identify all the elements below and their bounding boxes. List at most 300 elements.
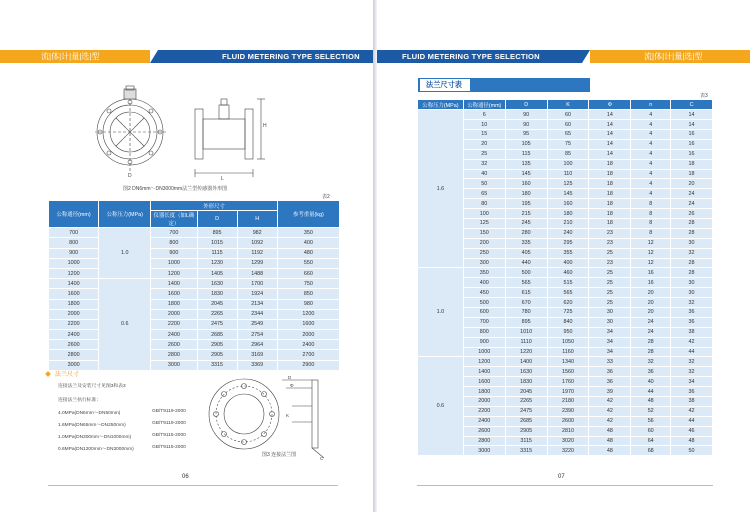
cell-value: 135 — [505, 159, 547, 169]
cell-value: 180 — [505, 189, 547, 199]
cell-value: 23 — [589, 238, 631, 248]
cell-diameter: 150 — [463, 228, 505, 238]
cell-value: 2549 — [237, 319, 277, 329]
standard-range: 4.0MPa(DN6mm～DN50mm) — [58, 411, 121, 416]
cell-value: 36 — [671, 387, 713, 397]
cell-value: 16 — [671, 129, 713, 139]
th3-pressure: 公称压力(MPa) — [418, 100, 464, 110]
th3-k: K — [547, 100, 589, 110]
cell-value: 2685 — [505, 416, 547, 426]
cell-value: 3000 — [151, 360, 197, 370]
cell-diameter: 900 — [49, 248, 99, 258]
flange-section-title: 法兰尺寸 — [55, 372, 80, 378]
cell-value: 160 — [505, 179, 547, 189]
cell-diameter: 32 — [463, 159, 505, 169]
cell-value: 36 — [589, 377, 631, 387]
flange-ring-outer — [209, 379, 279, 449]
left-footer-line — [48, 485, 338, 486]
standard-code: GB/T9119-2000 — [152, 409, 186, 414]
cell-value: 1600 — [277, 319, 339, 329]
cell-diameter: 800 — [463, 327, 505, 337]
cell-value: 4 — [631, 110, 671, 120]
cell-value: 2265 — [197, 309, 237, 319]
cell-value: 28 — [671, 268, 713, 278]
cell-value: 90 — [505, 120, 547, 130]
cell-value: 2400 — [277, 340, 339, 350]
cell-value: 460 — [547, 268, 589, 278]
cell-value: 44 — [671, 347, 713, 357]
cell-diameter: 10 — [463, 120, 505, 130]
cell-value: 895 — [505, 317, 547, 327]
cell-value: 750 — [277, 279, 339, 289]
cell-value: 1560 — [547, 367, 589, 377]
table3-label: 表3 — [700, 93, 708, 99]
cell-diameter: 1800 — [49, 299, 99, 309]
th-length: 仪器长度（如L确定） — [151, 211, 197, 228]
cell-value: 1000 — [151, 258, 197, 268]
cell-value: 28 — [631, 347, 671, 357]
cell-value: 8 — [631, 228, 671, 238]
cell-value: 42 — [589, 416, 631, 426]
cell-value: 2964 — [237, 340, 277, 350]
cell-value: 32 — [671, 298, 713, 308]
cell-value: 400 — [277, 238, 339, 248]
cell-value: 44 — [631, 387, 671, 397]
flange-dimension-table — [417, 99, 713, 456]
table-row — [49, 289, 340, 299]
cell-diameter: 125 — [463, 218, 505, 228]
cell-value: 24 — [631, 317, 671, 327]
figure2-caption: 图2 DN6mm～DN3000mm法兰型传感器外形图 — [123, 186, 228, 192]
th3-c: C — [671, 100, 713, 110]
cell-value: 39 — [589, 387, 631, 397]
cell-diameter: 15 — [463, 129, 505, 139]
cell-value: 780 — [505, 308, 547, 318]
cell-diameter: 700 — [49, 228, 99, 238]
cell-diameter: 2600 — [49, 340, 99, 350]
cell-value: 28 — [671, 258, 713, 268]
cell-value: 982 — [237, 228, 277, 238]
cell-value: 30 — [671, 238, 713, 248]
table-row — [418, 357, 713, 367]
cell-value: 40 — [631, 377, 671, 387]
cell-value: 480 — [277, 248, 339, 258]
cell-value: 145 — [505, 169, 547, 179]
cell-value: 2810 — [547, 426, 589, 436]
th-nominal-pressure: 公称压力(MPa) — [99, 201, 151, 228]
cell-value: 30 — [589, 317, 631, 327]
dim-label-d: D — [128, 173, 132, 179]
cell-diameter: 300 — [463, 258, 505, 268]
cell-value: 1110 — [505, 337, 547, 347]
cell-diameter: 1800 — [463, 387, 505, 397]
cell-value: 1010 — [505, 327, 547, 337]
cell-value: 2700 — [277, 350, 339, 360]
cell-value: 1200 — [277, 309, 339, 319]
cell-diameter: 900 — [463, 337, 505, 347]
left-header-en-title: FLUID METERING TYPE SELECTION — [222, 52, 360, 61]
cell-value: 26 — [671, 209, 713, 219]
cell-value: 550 — [277, 258, 339, 268]
cell-diameter: 2600 — [463, 426, 505, 436]
cell-value: 1220 — [505, 347, 547, 357]
sensor-dimension-table — [48, 200, 340, 371]
cell-value: 335 — [505, 238, 547, 248]
cell-value: 28 — [631, 337, 671, 347]
table-row — [418, 268, 713, 278]
cell-diameter: 1600 — [463, 377, 505, 387]
cell-value: 25 — [589, 288, 631, 298]
cell-value: 980 — [277, 299, 339, 309]
cell-diameter: 450 — [463, 288, 505, 298]
cell-value: 20 — [671, 179, 713, 189]
flange-note-1: 连接法兰及安装尺寸见图3和表3 — [58, 384, 126, 389]
cell-value: 36 — [671, 317, 713, 327]
cell-value: 160 — [547, 199, 589, 209]
cell-value: 38 — [671, 397, 713, 407]
table-row — [49, 238, 340, 248]
cell-value: 65 — [547, 129, 589, 139]
table-row — [49, 350, 340, 360]
cell-value: 950 — [547, 327, 589, 337]
cell-value: 44 — [671, 416, 713, 426]
cell-value: 4 — [631, 169, 671, 179]
cell-value: 850 — [277, 289, 339, 299]
cell-value: 14 — [589, 139, 631, 149]
table-row — [49, 340, 340, 350]
cell-value: 2905 — [197, 350, 237, 360]
cell-value: 215 — [505, 209, 547, 219]
cell-value: 42 — [589, 406, 631, 416]
cell-value: 38 — [671, 327, 713, 337]
cell-value: 14 — [589, 110, 631, 120]
cell-diameter: 350 — [463, 268, 505, 278]
left-header-cn-title: 流|体|计|量|选|型 — [41, 52, 100, 61]
cell-value: 46 — [671, 426, 713, 436]
cell-value: 24 — [631, 327, 671, 337]
cell-value: 18 — [671, 169, 713, 179]
cell-value: 42 — [589, 397, 631, 407]
cell-value: 18 — [589, 169, 631, 179]
cell-value: 4 — [631, 120, 671, 130]
cell-value: 4 — [631, 139, 671, 149]
cell-value: 2180 — [547, 397, 589, 407]
cell-value: 23 — [589, 258, 631, 268]
cell-value: 3169 — [237, 350, 277, 360]
cell-diameter: 2400 — [463, 416, 505, 426]
cell-value: 18 — [671, 159, 713, 169]
cell-value: 24 — [671, 189, 713, 199]
cell-value: 1830 — [197, 289, 237, 299]
cell-value: 18 — [589, 218, 631, 228]
flange-table-title: 法兰尺寸表 — [420, 79, 470, 91]
cell-value: 8 — [631, 199, 671, 209]
cell-pressure-group: 0.6 — [418, 357, 464, 456]
cell-value: 1092 — [237, 238, 277, 248]
flange-label-d: D — [288, 375, 292, 380]
cell-value: 4 — [631, 129, 671, 139]
cell-value: 3369 — [237, 360, 277, 370]
cell-value: 33 — [589, 357, 631, 367]
cell-value: 1488 — [237, 268, 277, 278]
cell-value: 36 — [631, 367, 671, 377]
cell-diameter: 40 — [463, 169, 505, 179]
cell-pressure-group: 1.0 — [418, 268, 464, 357]
cell-value: 23 — [589, 228, 631, 238]
cell-value: 2475 — [197, 319, 237, 329]
cell-diameter: 1200 — [463, 357, 505, 367]
cell-value: 25 — [589, 268, 631, 278]
cell-value: 3220 — [547, 446, 589, 456]
dim-label-l: L — [221, 176, 224, 182]
section-bullet-icon — [45, 371, 51, 377]
cell-value: 30 — [671, 288, 713, 298]
cell-value: 145 — [547, 189, 589, 199]
cell-value: 48 — [589, 436, 631, 446]
cell-value: 32 — [671, 357, 713, 367]
cell-pressure-group: 1.6 — [418, 110, 464, 268]
cell-value: 350 — [277, 228, 339, 238]
cell-value: 4 — [631, 149, 671, 159]
cell-value: 8 — [631, 218, 671, 228]
cell-value: 18 — [589, 199, 631, 209]
cell-value: 48 — [631, 397, 671, 407]
cell-value: 18 — [589, 159, 631, 169]
cell-pressure-group: 0.6 — [99, 279, 151, 371]
cell-diameter: 200 — [463, 238, 505, 248]
cell-value: 1970 — [547, 387, 589, 397]
cell-diameter: 600 — [463, 308, 505, 318]
cell-diameter: 700 — [463, 317, 505, 327]
cell-diameter: 2000 — [49, 309, 99, 319]
table-row — [49, 248, 340, 258]
cell-diameter: 2400 — [49, 330, 99, 340]
th3-d: D — [505, 100, 547, 110]
cell-value: 14 — [589, 129, 631, 139]
cell-value: 115 — [505, 149, 547, 159]
cell-value: 60 — [547, 120, 589, 130]
connection-flange-drawing — [200, 372, 330, 462]
cell-value: 12 — [631, 238, 671, 248]
cell-value: 1400 — [151, 279, 197, 289]
cell-diameter: 3000 — [463, 446, 505, 456]
cell-value: 400 — [547, 258, 589, 268]
th3-n: n — [631, 100, 671, 110]
cell-value: 85 — [547, 149, 589, 159]
cell-diameter: 2200 — [49, 319, 99, 329]
cell-value: 14 — [671, 110, 713, 120]
cell-diameter: 1000 — [49, 258, 99, 268]
right-footer-line — [417, 485, 713, 486]
cell-diameter: 80 — [463, 199, 505, 209]
cell-value: 700 — [151, 228, 197, 238]
th-reference-weight: 参考重量(kg) — [277, 201, 339, 228]
cell-value: 800 — [151, 238, 197, 248]
cell-value: 1700 — [237, 279, 277, 289]
table-row — [49, 360, 340, 370]
cell-diameter: 2000 — [463, 397, 505, 407]
standard-range: 1.0MPa(DN300mm～DN1000mm) — [58, 435, 132, 440]
cell-value: 565 — [505, 278, 547, 288]
sensor-outline-drawing — [95, 85, 315, 185]
cell-value: 32 — [671, 367, 713, 377]
cell-diameter: 1400 — [463, 367, 505, 377]
cell-value: 30 — [589, 308, 631, 318]
cell-value: 1405 — [197, 268, 237, 278]
cell-value: 56 — [631, 416, 671, 426]
cell-value: 16 — [631, 268, 671, 278]
cell-value: 895 — [197, 228, 237, 238]
cell-value: 14 — [589, 120, 631, 130]
table-row — [49, 258, 340, 268]
cell-value: 1340 — [547, 357, 589, 367]
dim-label-h: H — [263, 123, 267, 129]
cell-value: 620 — [547, 298, 589, 308]
cell-value: 2000 — [151, 309, 197, 319]
cell-value: 2045 — [505, 387, 547, 397]
cell-diameter: 1600 — [49, 289, 99, 299]
cell-value: 34 — [671, 377, 713, 387]
cell-value: 24 — [671, 199, 713, 209]
cell-value: 60 — [547, 110, 589, 120]
cell-value: 2600 — [547, 416, 589, 426]
cell-value: 1200 — [151, 268, 197, 278]
cell-value: 100 — [547, 159, 589, 169]
cell-diameter: 3000 — [49, 360, 99, 370]
cell-value: 2600 — [151, 340, 197, 350]
cell-value: 3315 — [197, 360, 237, 370]
cell-value: 180 — [547, 209, 589, 219]
th-outline-size: 外形尺寸 — [151, 201, 277, 211]
table2-label: 表2 — [322, 194, 330, 200]
cell-value: 615 — [505, 288, 547, 298]
cell-value: 2754 — [237, 330, 277, 340]
cell-value: 2905 — [197, 340, 237, 350]
cell-value: 110 — [547, 169, 589, 179]
standard-code: GB/T9115-2000 — [152, 433, 186, 438]
cell-value: 1050 — [547, 337, 589, 347]
cell-value: 195 — [505, 199, 547, 209]
th-d: D — [197, 211, 237, 228]
cell-value: 405 — [505, 248, 547, 258]
cell-value: 14 — [671, 120, 713, 130]
cell-value: 3315 — [505, 446, 547, 456]
cell-diameter: 2800 — [463, 436, 505, 446]
cell-value: 42 — [671, 406, 713, 416]
flange-note-2: 连接法兰执行标准： — [58, 398, 102, 403]
cell-diameter: 800 — [49, 238, 99, 248]
cell-value: 245 — [505, 218, 547, 228]
cell-value: 2800 — [151, 350, 197, 360]
cell-value: 75 — [547, 139, 589, 149]
cell-value: 36 — [589, 367, 631, 377]
cell-value: 2344 — [237, 309, 277, 319]
cell-value: 2685 — [197, 330, 237, 340]
cell-value: 2134 — [237, 299, 277, 309]
cell-value: 500 — [505, 268, 547, 278]
cell-value: 725 — [547, 308, 589, 318]
flange-label-phi: Φ — [290, 383, 294, 388]
cell-value: 34 — [589, 337, 631, 347]
cell-value: 1630 — [505, 367, 547, 377]
cell-value: 32 — [631, 357, 671, 367]
cell-value: 4 — [631, 189, 671, 199]
cell-diameter: 250 — [463, 248, 505, 258]
cell-value: 2000 — [277, 330, 339, 340]
cell-value: 2390 — [547, 406, 589, 416]
cell-diameter: 65 — [463, 189, 505, 199]
cell-value: 3115 — [505, 436, 547, 446]
th-nominal-diameter: 公称通径(mm) — [49, 201, 99, 228]
cell-value: 34 — [589, 327, 631, 337]
cell-value: 20 — [631, 288, 671, 298]
cell-value: 28 — [671, 228, 713, 238]
cell-value: 16 — [671, 139, 713, 149]
cell-value: 32 — [671, 248, 713, 258]
cell-value: 16 — [631, 278, 671, 288]
cell-value: 60 — [631, 426, 671, 436]
table-row — [49, 330, 340, 340]
cell-value: 515 — [547, 278, 589, 288]
cell-value: 34 — [589, 347, 631, 357]
cell-value: 280 — [505, 228, 547, 238]
cell-value: 28 — [671, 218, 713, 228]
cell-diameter: 100 — [463, 209, 505, 219]
cell-diameter: 500 — [463, 298, 505, 308]
cell-value: 4 — [631, 159, 671, 169]
table-row — [49, 268, 340, 278]
figure3-caption: 图3 连接法兰图 — [262, 452, 297, 458]
cell-value: 1192 — [237, 248, 277, 258]
cell-value: 210 — [547, 218, 589, 228]
cell-value: 12 — [631, 258, 671, 268]
cell-value: 1630 — [197, 279, 237, 289]
flange-table-title-box — [418, 78, 590, 92]
cell-value: 3020 — [547, 436, 589, 446]
right-header-en-title: FLUID METERING TYPE SELECTION — [402, 52, 540, 61]
cell-value: 125 — [547, 179, 589, 189]
cell-value: 25 — [589, 278, 631, 288]
cell-value: 900 — [151, 248, 197, 258]
cell-diameter: 1400 — [49, 279, 99, 289]
cell-diameter: 6 — [463, 110, 505, 120]
cell-value: 1115 — [197, 248, 237, 258]
flange-label-k: K — [286, 413, 290, 418]
cell-value: 90 — [505, 110, 547, 120]
table-row — [49, 279, 340, 289]
cell-value: 18 — [589, 189, 631, 199]
th3-diameter: 公称通径(mm) — [463, 100, 505, 110]
cell-value: 36 — [671, 308, 713, 318]
table-row — [49, 319, 340, 329]
cell-value: 20 — [631, 298, 671, 308]
cell-value: 1400 — [505, 357, 547, 367]
cell-value: 18 — [589, 209, 631, 219]
cell-value: 12 — [631, 248, 671, 258]
th-h: H — [237, 211, 277, 228]
cell-diameter: 1200 — [49, 268, 99, 278]
cell-value: 440 — [505, 258, 547, 268]
cell-value: 8 — [631, 209, 671, 219]
cell-value: 240 — [547, 228, 589, 238]
table-row — [418, 110, 713, 120]
cell-value: 4 — [631, 179, 671, 189]
standard-range: 0.6MPa(DN1200mm～DN3000mm) — [58, 447, 134, 452]
flange-label-c: C — [320, 456, 324, 461]
cell-value: 2900 — [277, 360, 339, 370]
cell-diameter: 1000 — [463, 347, 505, 357]
cell-value: 355 — [547, 248, 589, 258]
